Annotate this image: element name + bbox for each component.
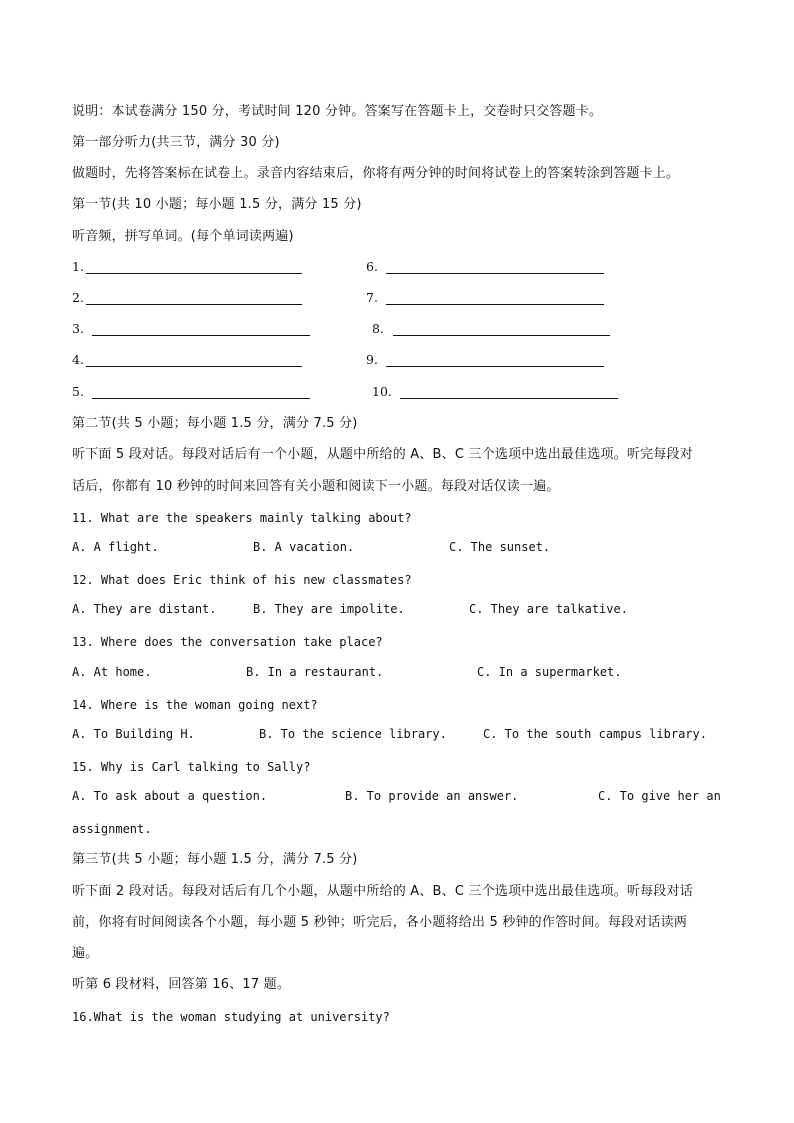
section2-title: 第二节(共 5 小题；每小题 1.5 分，满分 7.5 分) bbox=[72, 416, 358, 431]
option-b[interactable]: B. A vacation. bbox=[253, 540, 355, 554]
blank-number: 10. bbox=[372, 384, 392, 399]
section2-instruction-line1: 听下面 5 段对话。每段对话后有一个小题，从题中所给的 A、B、C 三个选项中选出最佳选项。听完每段对 bbox=[72, 447, 693, 462]
question-12-options bbox=[72, 602, 752, 620]
option-a[interactable]: A. To Building H. bbox=[72, 727, 195, 741]
option-c[interactable]: C. In a supermarket. bbox=[477, 665, 622, 679]
blank-row-4 bbox=[72, 352, 752, 370]
blank-number: 4. bbox=[72, 352, 84, 367]
material-6-heading: 听第 6 段材料，回答第 16、17 题。 bbox=[72, 977, 291, 992]
blank-number: 3. bbox=[72, 321, 84, 336]
section2-instruction-line2: 话后，你都有 10 秒钟的时间来回答有关小题和阅读下一小题。每段对话仅读一遍。 bbox=[72, 479, 560, 494]
blank-number: 8. bbox=[372, 321, 384, 336]
question-12-stem: 12. What does Eric think of his new classmates? bbox=[72, 573, 412, 587]
blank-1[interactable] bbox=[72, 259, 84, 277]
question-15-option-c-continued: assignment. bbox=[72, 822, 152, 836]
option-b[interactable]: B. To provide an answer. bbox=[345, 789, 519, 803]
question-14-options bbox=[72, 727, 752, 745]
answer-line bbox=[86, 366, 302, 367]
question-13-stem: 13. Where does the conversation take place? bbox=[72, 635, 383, 649]
option-b[interactable]: B. In a restaurant. bbox=[246, 665, 384, 679]
question-11-stem: 11. What are the speakers mainly talking about? bbox=[72, 511, 412, 525]
option-a[interactable]: A. A flight. bbox=[72, 540, 159, 554]
question-13-options bbox=[72, 665, 752, 683]
section3-instruction-line1: 听下面 2 段对话。每段对话后有几个小题，从题中所给的 A、B、C 三个选项中选出最佳选项。听每段对话 bbox=[72, 884, 693, 899]
option-c[interactable]: C. The sunset. bbox=[449, 540, 551, 554]
blank-5[interactable] bbox=[72, 384, 84, 402]
section3-title: 第三节(共 5 小题；每小题 1.5 分，满分 7.5 分) bbox=[72, 852, 358, 867]
blank-3[interactable] bbox=[72, 321, 84, 339]
option-b[interactable]: B. They are impolite. bbox=[253, 602, 405, 616]
question-11-options bbox=[72, 540, 752, 558]
answer-line bbox=[92, 335, 310, 336]
blank-2[interactable] bbox=[72, 290, 84, 308]
answer-line bbox=[393, 335, 610, 336]
blank-6[interactable] bbox=[366, 259, 378, 277]
section1-title: 第一节(共 10 小题；每小题 1.5 分，满分 15 分) bbox=[72, 197, 362, 212]
blank-number: 2. bbox=[72, 290, 84, 305]
question-14-stem: 14. Where is the woman going next? bbox=[72, 698, 318, 712]
blank-number: 9. bbox=[366, 352, 378, 367]
question-15-stem: 15. Why is Carl talking to Sally? bbox=[72, 760, 311, 774]
answer-line bbox=[386, 304, 604, 305]
part1-title: 第一部分听力(共三节，满分 30 分) bbox=[72, 135, 280, 150]
section3-instruction-line3: 遍。 bbox=[72, 946, 99, 961]
answer-line bbox=[86, 273, 302, 274]
blank-number: 6. bbox=[366, 259, 378, 274]
question-16-stem: 16.What is the woman studying at university? bbox=[72, 1010, 390, 1024]
blank-7[interactable] bbox=[366, 290, 378, 308]
section1-instruction: 听音频，拼写单词。(每个单词读两遍) bbox=[72, 229, 294, 244]
blank-row-5 bbox=[72, 384, 752, 402]
blank-number: 1. bbox=[72, 259, 84, 274]
option-b[interactable]: B. To the science library. bbox=[259, 727, 447, 741]
blank-number: 5. bbox=[72, 384, 84, 399]
answer-line bbox=[92, 398, 310, 399]
section3-instruction-line2: 前，你将有时间阅读各个小题，每小题 5 秒钟；听完后，各小题将给出 5 秒钟的作答时间。每段对话读两 bbox=[72, 915, 688, 930]
blank-9[interactable] bbox=[366, 352, 378, 370]
option-c[interactable]: C. They are talkative. bbox=[469, 602, 628, 616]
answer-line bbox=[386, 366, 604, 367]
blank-row-2 bbox=[72, 290, 752, 308]
question-15-options bbox=[72, 789, 752, 807]
blank-8[interactable] bbox=[372, 321, 384, 339]
option-a[interactable]: A. To ask about a question. bbox=[72, 789, 268, 803]
option-c[interactable]: C. To the south campus library. bbox=[483, 727, 707, 741]
blank-row-1 bbox=[72, 259, 752, 277]
part1-instruction: 做题时，先将答案标在试卷上。录音内容结束后，你将有两分钟的时间将试卷上的答案转涂到答题卡上。 bbox=[72, 166, 680, 181]
option-c[interactable]: C. To give her an bbox=[598, 789, 721, 803]
blank-number: 7. bbox=[366, 290, 378, 305]
intro-text: 说明：本试卷满分 150 分，考试时间 120 分钟。答案写在答题卡上，交卷时只交答题卡。 bbox=[72, 104, 603, 119]
option-a[interactable]: A. At home. bbox=[72, 665, 152, 679]
answer-line bbox=[400, 398, 618, 399]
blank-4[interactable] bbox=[72, 352, 84, 370]
option-a[interactable]: A. They are distant. bbox=[72, 602, 217, 616]
blank-10[interactable] bbox=[372, 384, 392, 402]
answer-line bbox=[86, 304, 302, 305]
answer-line bbox=[386, 273, 604, 274]
blank-row-3 bbox=[72, 321, 752, 339]
